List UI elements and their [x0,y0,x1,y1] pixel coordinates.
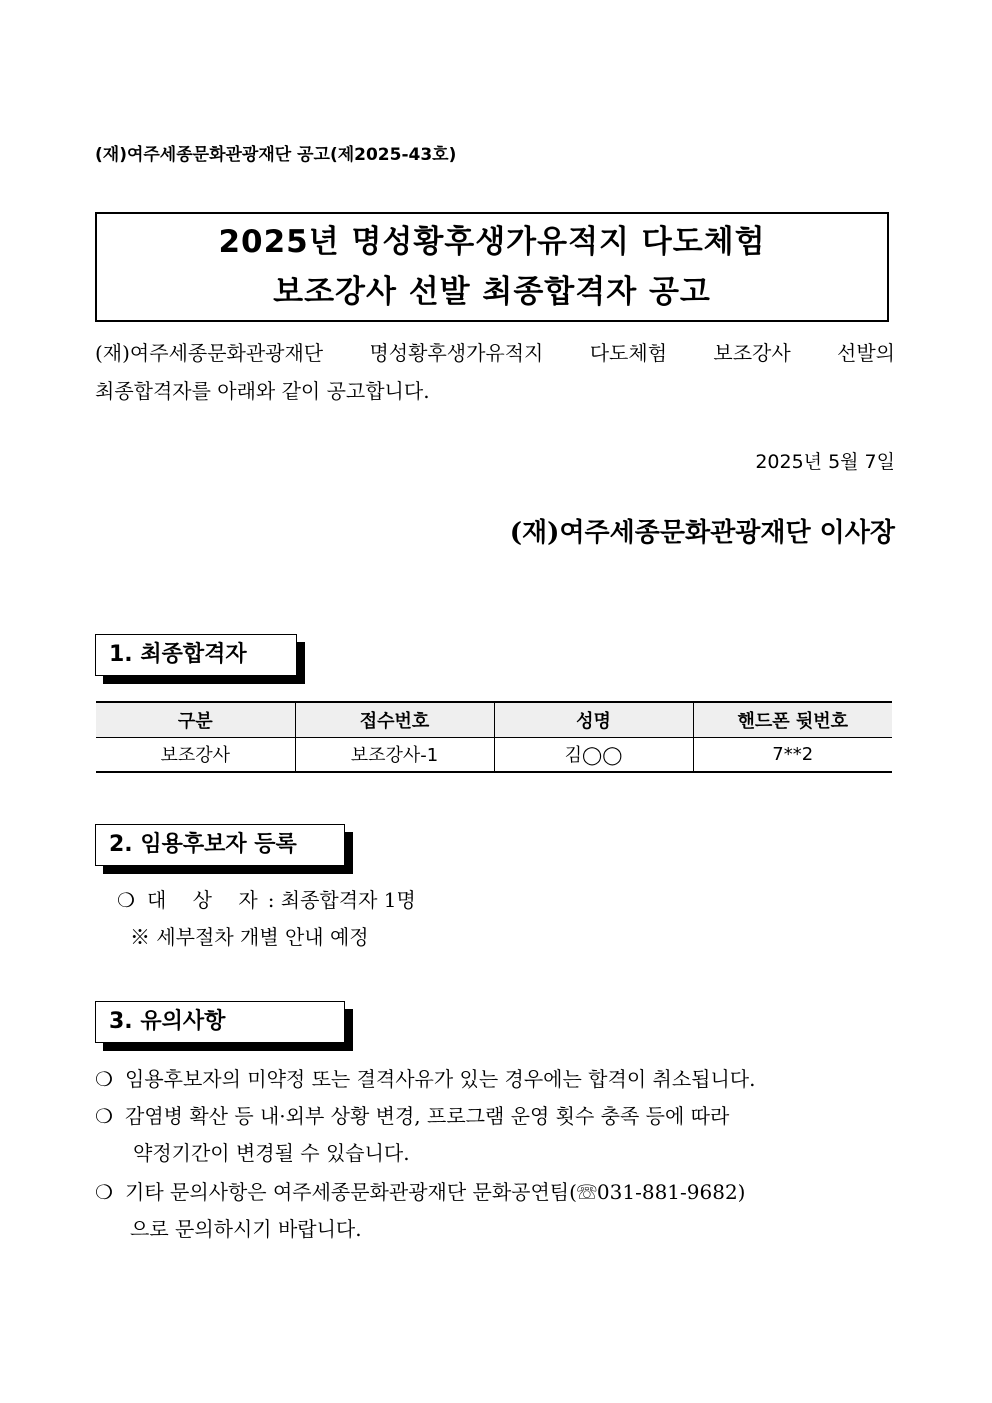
title-line-2: 보조강사 선발 최종합격자 공고 [273,274,711,310]
notice-number: (재)여주세종문화관광재단 공고(제2025-43호) [95,145,457,165]
section-3-heading: 3. 유의사항 [95,1001,345,1043]
intro-line-2: 최종합격자를 아래와 같이 공고합니다. [95,379,430,403]
notice-item-3 [95,1174,745,1211]
table-row [96,737,892,772]
column-header: 성명 [494,702,693,737]
section-2-note: ※ 세부절차 개별 안내 예정 [130,925,369,949]
notice-item-1-text: 임용후보자의 미약정 또는 결격사유가 있는 경우에는 합격이 취소됩니다. [125,1067,756,1091]
notice-item-3-continued: 으로 문의하시기 바랍니다. [130,1217,362,1241]
issuer: (재)여주세종문화관광재단 이사장 [509,518,895,548]
bullet-icon: ❍ [95,1104,113,1128]
notice-date: 2025년 5월 7일 [755,451,895,473]
notice-item-3-text: 기타 문의사항은 여주세종문화관광재단 문화공연팀(☏031-881-9682) [125,1180,746,1204]
notice-item-2-continued: 약정기간이 변경될 수 있습니다. [133,1141,410,1165]
section-2-heading: 2. 임용후보자 등록 [95,824,345,866]
cell-application-number: 보조강사-1 [295,737,494,772]
title-line-1: 2025년 명성황후생가유적지 다도체험 [218,224,766,260]
notice-item-1 [95,1061,755,1098]
column-header: 구분 [96,702,295,737]
bullet-icon: ❍ [117,888,135,912]
result-table [96,701,892,773]
notice-item-2-text: 감염병 확산 등 내·외부 상황 변경, 프로그램 운영 횟수 충족 등에 따라 [125,1104,730,1128]
bullet-icon: ❍ [95,1180,113,1204]
table-header-row [96,702,892,737]
bullet-icon: ❍ [95,1067,113,1091]
column-header: 접수번호 [295,702,494,737]
section-1-heading: 1. 최종합격자 [95,634,297,676]
column-header: 핸드폰 뒷번호 [693,702,892,737]
section-2-target [117,882,416,919]
notice-item-2 [95,1098,729,1135]
target-label: 대 상 자 [147,888,268,912]
cell-name: 김◯◯ [494,737,693,772]
cell-category: 보조강사 [96,737,295,772]
title-box [95,212,889,322]
cell-phone-suffix: 7**2 [693,737,892,772]
intro-paragraph [95,334,895,410]
intro-line-1: (재)여주세종문화관광재단 명성황후생가유적지 다도체험 보조강사 선발의 [95,341,895,365]
target-value: : 최종합격자 1명 [267,888,416,912]
